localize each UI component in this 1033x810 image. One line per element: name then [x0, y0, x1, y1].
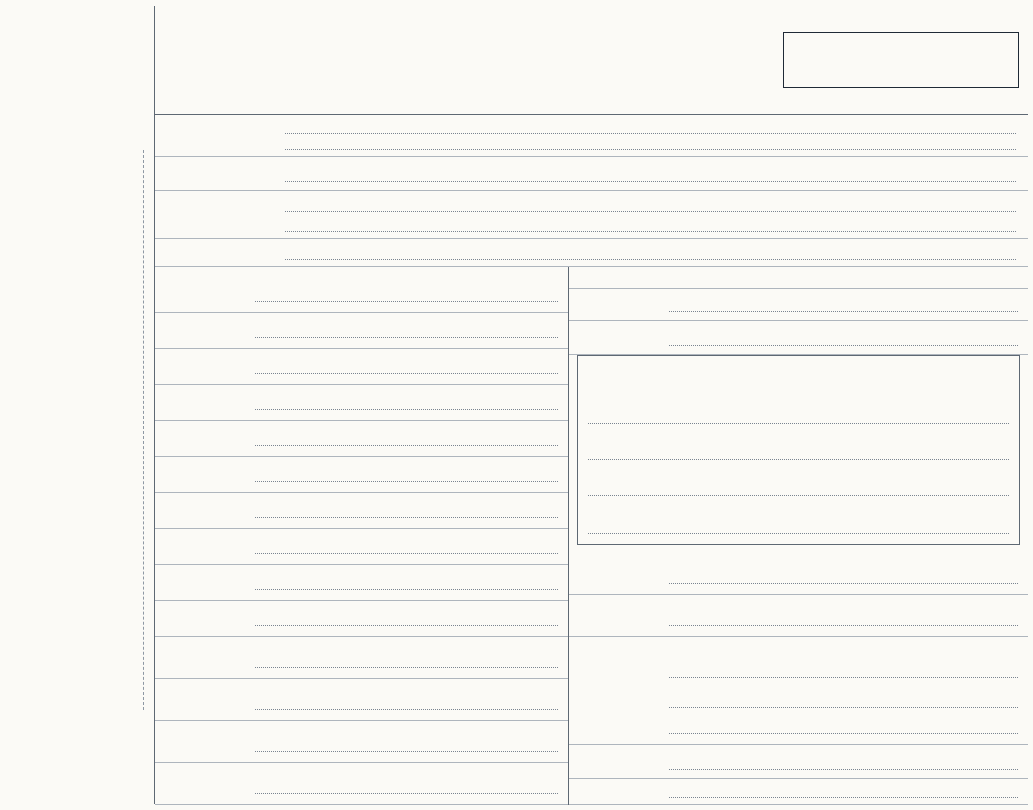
left-row-7	[155, 493, 568, 529]
left-row-6	[155, 457, 568, 493]
left-row-2	[155, 313, 568, 349]
left-row-line[interactable]	[255, 517, 558, 518]
left-row-line[interactable]	[255, 709, 558, 710]
cause-of-death-box	[577, 355, 1020, 545]
medical-row-4	[569, 595, 1028, 637]
medical-row-line[interactable]	[669, 345, 1018, 346]
form-header	[155, 6, 765, 96]
left-row-line[interactable]	[255, 373, 558, 374]
length-of-stay-line[interactable]	[285, 181, 1016, 182]
form-grid	[155, 114, 1028, 804]
left-row-line[interactable]	[255, 409, 558, 410]
name-section	[155, 191, 1028, 239]
medical-row-5	[569, 637, 1028, 745]
left-row-11	[155, 637, 568, 679]
left-row-line[interactable]	[255, 667, 558, 668]
left-row-line[interactable]	[255, 337, 558, 338]
left-row-line[interactable]	[255, 301, 558, 302]
left-row-14	[155, 763, 568, 805]
left-row-13	[155, 721, 568, 763]
residence-line[interactable]	[285, 259, 1016, 260]
medical-row-line[interactable]	[669, 769, 1018, 770]
place-of-death-line-2[interactable]	[285, 149, 1016, 150]
surname-line[interactable]	[285, 211, 1016, 212]
medical-certificate	[569, 267, 1028, 805]
medical-row-3	[569, 553, 1028, 595]
left-row-line[interactable]	[255, 553, 558, 554]
left-row-8	[155, 529, 568, 565]
left-row-9	[155, 565, 568, 601]
left-row-line[interactable]	[255, 751, 558, 752]
place-of-death-section	[155, 115, 1028, 157]
registration-form	[154, 6, 1027, 804]
personal-particulars	[155, 267, 569, 805]
medical-heading-row	[569, 267, 1028, 289]
left-row-1	[155, 267, 568, 313]
margin-note	[34, 150, 144, 710]
left-row-line[interactable]	[255, 589, 558, 590]
cause-line-b[interactable]	[588, 432, 1009, 460]
medical-row-6	[569, 745, 1028, 779]
medical-row-line-2[interactable]	[669, 707, 1018, 708]
left-row-line[interactable]	[255, 445, 558, 446]
registration-number-box	[783, 32, 1019, 88]
medical-row-2	[569, 321, 1028, 355]
left-row-3	[155, 349, 568, 385]
residence-section	[155, 239, 1028, 267]
left-row-12	[155, 679, 568, 721]
length-of-stay-section	[155, 157, 1028, 191]
left-row-line[interactable]	[255, 793, 558, 794]
medical-row-line[interactable]	[669, 625, 1018, 626]
left-row-10	[155, 601, 568, 637]
left-row-line[interactable]	[255, 481, 558, 482]
other-conditions-line[interactable]	[588, 506, 1009, 534]
medical-row-line[interactable]	[669, 797, 1018, 798]
medical-row-7	[569, 779, 1028, 805]
medical-row-line[interactable]	[669, 583, 1018, 584]
medical-row-line-3[interactable]	[669, 733, 1018, 734]
given-names-line[interactable]	[285, 231, 1016, 232]
place-of-death-line[interactable]	[285, 133, 1016, 134]
left-row-4	[155, 385, 568, 421]
left-row-5	[155, 421, 568, 457]
cause-line-a[interactable]	[588, 396, 1009, 424]
medical-row-line[interactable]	[669, 677, 1018, 678]
medical-row-line[interactable]	[669, 311, 1018, 312]
cause-line-c[interactable]	[588, 468, 1009, 496]
details-columns	[155, 267, 1028, 805]
left-row-line[interactable]	[255, 625, 558, 626]
medical-row-1	[569, 289, 1028, 321]
